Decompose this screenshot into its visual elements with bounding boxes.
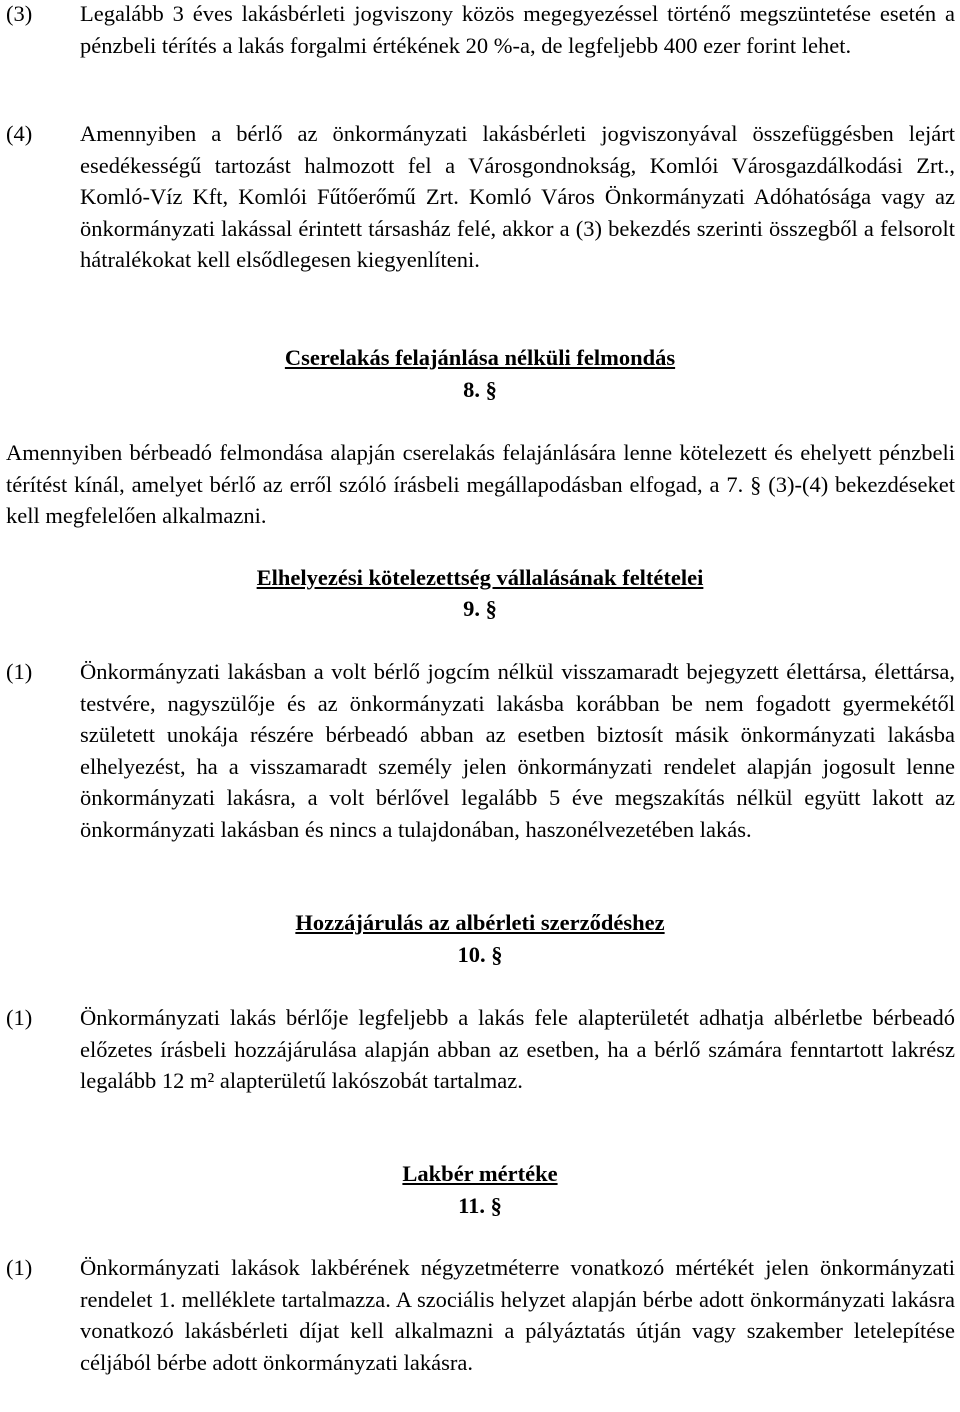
paragraph-number: (1) xyxy=(6,1255,33,1280)
section-9-paragraph-1 xyxy=(0,656,955,845)
paragraph-text: Önkormányzati lakásban a volt bérlő jogcím nélkül visszamaradt bejegyzett élettársa, élettársa, testvére, nagyszülője és az önkormányzati lakásba korábban be nem fogadott gyermekétől született unokája részére bérbeadó abban az esetben biztosít másik önkormányzati lakásba elhelyezést, ha a visszamaradt személy jelen önkormányzati rendelet alapján jogosult lenne önkormányzati lakásra, a volt bérlővel legalább 5 éve megszakítás nélkül együtt lakott az önkormányzati lakásban és nincs a tulajdonában, haszonélvezetében lakás. xyxy=(80,659,955,842)
paragraph-number: (1) xyxy=(6,1005,33,1030)
paragraph-number: (1) xyxy=(6,659,33,684)
paragraph-text: Önkormányzati lakások lakbérének négyzetméterre vonatkozó mértékét jelen önkormányzati rendelet 1. melléklete tartalmazza. A szociális helyzet alapján bérbe adott önkormányzati lakásra vonatkozó lakásbérleti díjat kell alkalmazni a pályáztatás útján vagy szakember letelepítése céljából bérbe adott önkormányzati lakásra. xyxy=(80,1255,955,1375)
paragraph-4 xyxy=(0,118,955,276)
section-9-number: 9. § xyxy=(463,596,497,621)
section-10-heading: Hozzájárulás az albérleti szerződéshez xyxy=(295,910,665,935)
section-9-heading: Elhelyezési kötelezettség vállalásának feltételei xyxy=(256,565,704,590)
section-8-paragraph xyxy=(0,437,955,532)
paragraph-text: Önkormányzati lakás bérlője legfeljebb a lakás fele alapterületét adhatja albérletbe bérbeadó előzetes írásbeli hozzájárulása alapján abban az esetben, ha a bérlő számára fenntartott lakrész legalább 12 m² alapterületű lakószobát tartalmaz. xyxy=(80,1005,955,1093)
section-11-heading: Lakbér mértéke xyxy=(402,1161,558,1186)
section-8-heading: Cserelakás felajánlása nélküli felmondás xyxy=(284,345,676,370)
paragraph-text: Amennyiben bérbeadó felmondása alapján cserelakás felajánlására lenne kötelezett és ehelyett pénzbeli térítést kínál, amelyet bérlő az erről szóló írásbeli megállapodásban elfogad, a 7. § (3)-(4) bekezdéseket kell megfelelően alkalmazni. xyxy=(6,440,955,528)
section-11-paragraph-1 xyxy=(0,1252,955,1378)
paragraph-3 xyxy=(0,0,955,61)
paragraph-text: Amennyiben a bérlő az önkormányzati lakásbérleti jogviszonyával összefüggésben lejárt esedékességű tartozást halmozott fel a Városgondnokság, Komlói Városgazdálkodási Zrt., Komló-Víz Kft, Komlói Fűtőerőmű Zrt. Komló Város Önkormányzati Adóhatósága vagy az önkormányzati lakással érintett társasház felé, akkor a (3) bekezdés szerinti összegből a felsorolt hátralékokat kell elsődlegesen kiegyenlíteni. xyxy=(80,121,955,272)
paragraph-number: (3) xyxy=(6,1,33,26)
section-11-number: 11. § xyxy=(458,1193,502,1218)
section-10-paragraph-1 xyxy=(0,1002,955,1097)
paragraph-text: Legalább 3 éves lakásbérleti jogviszony közös megegyezéssel történő megszüntetése esetén a pénzbeli térítés a lakás forgalmi értékének 20 %-a, de legfeljebb 400 ezer forint lehet. xyxy=(80,1,955,58)
paragraph-number: (4) xyxy=(6,121,33,146)
section-8-number: 8. § xyxy=(463,377,497,402)
section-10-number: 10. § xyxy=(457,942,503,967)
